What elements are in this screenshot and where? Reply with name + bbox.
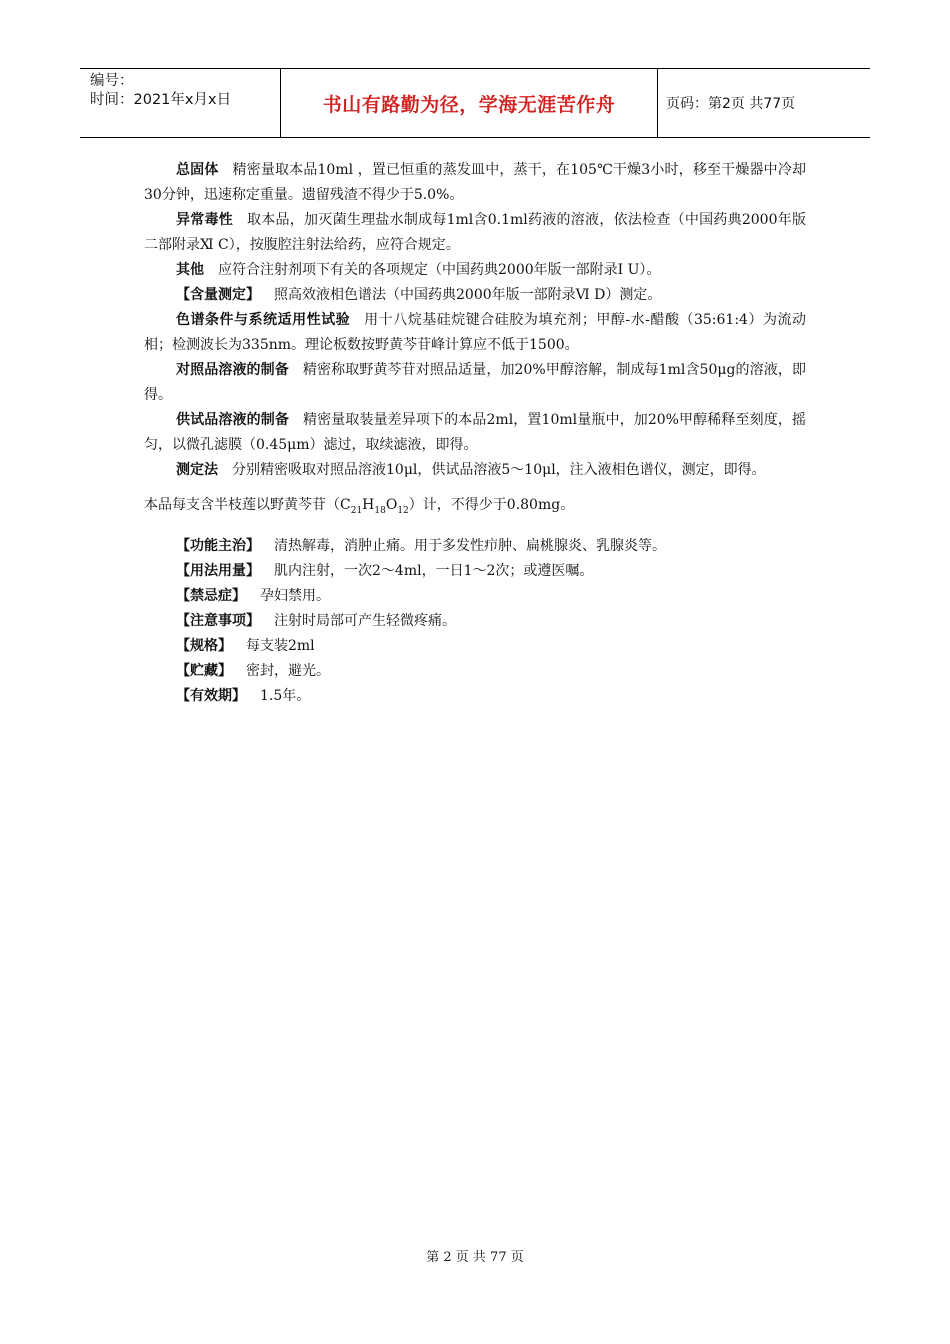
header-page-info: 页码：第2页 共77页	[666, 96, 796, 112]
header-meta	[80, 69, 281, 137]
section-test-solution: 供试品溶液的制备 精密量取装量差异项下的本品2ml，置10ml量瓶中，加20%甲醇稀释至刻度，摇匀，以微孔滤膜（0.45μm）滤过，取续滤液，即得。	[144, 412, 807, 453]
date-line: 时间：2021年x月x日	[90, 92, 232, 108]
section-assay: 【含量测定】 照高效液相色谱法（中国药典2000年版一部附录Ⅵ D）测定。	[176, 287, 662, 303]
page-header	[80, 68, 870, 138]
item-storage: 【贮藏】 密封，避光。	[176, 662, 330, 679]
item-precautions: 【注意事项】 注射时局部可产生轻微疼痛。	[176, 612, 456, 629]
code-label: 编号：	[90, 73, 134, 89]
page-footer: 第 2 页 共 77 页	[426, 1250, 524, 1265]
section-procedure: 测定法 分别精密吸取对照品溶液10μl，供试品溶液5～10μl，注入液相色谱仪，测定，即得。	[176, 462, 766, 478]
section-abnormal-toxicity: 异常毒性 取本品，加灭菌生理盐水制成每1ml含0.1ml药液的溶液，依法检查（中国药典2000年版二部附录Ⅺ C），按腹腔注射法给药，应符合规定。	[144, 212, 807, 253]
item-contraindications: 【禁忌症】 孕妇禁用。	[176, 587, 330, 604]
item-indications: 【功能主治】 清热解毒，消肿止痛。用于多发性疖肿、扁桃腺炎、乳腺炎等。	[176, 537, 666, 554]
header-motto: 书山有路勤为径，学海无涯苦作舟	[281, 69, 658, 137]
section-reference-solution: 对照品溶液的制备 精密称取野黄芩苷对照品适量，加20%甲醇溶解，制成每1ml含50μg的溶液，即得。	[144, 362, 806, 403]
section-other: 其他 应符合注射剂项下有关的各项规定（中国药典2000年版一部附录Ⅰ U）。	[176, 262, 661, 278]
item-shelf-life: 【有效期】 1.5年。	[176, 687, 311, 704]
document-body	[144, 158, 806, 709]
item-specification: 【规格】 每支装2ml	[176, 637, 315, 654]
content-statement: 本品每支含半枝莲以野黄芩苷$(C_{21}H_{18}O_{12})$计，不得少于0.80mg。	[144, 497, 575, 516]
item-dosage: 【用法用量】 肌内注射，一次2～4ml，一日1～2次；或遵医嘱。	[176, 562, 594, 579]
section-chromatography: 色谱条件与系统适用性试验 用十八烷基硅烷键合硅胶为填充剂；甲醇-水-醋酸（35:61:4）为流动相；检测波长为335nm。理论板数按野黄芩苷峰计算应不低于1500。	[144, 312, 806, 353]
section-total-solids: 总固体 精密量取本品10ml ，置已恒重的蒸发皿中，蒸干，在105℃干燥3小时，移至干燥器中冷却30分钟，迅速称定重量。遗留残渣不得少于5.0%。	[144, 162, 807, 203]
